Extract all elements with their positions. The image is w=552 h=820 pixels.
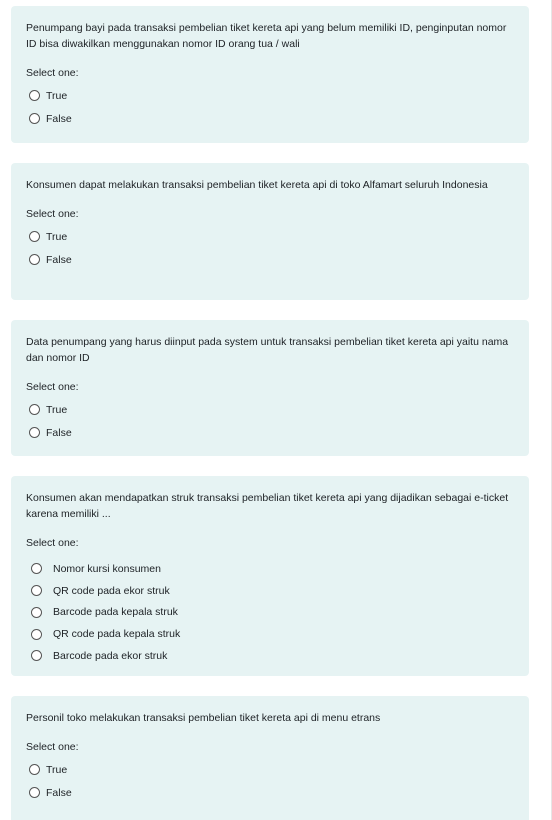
radio-button-icon[interactable] [31, 563, 42, 574]
option-e[interactable] [31, 645, 514, 667]
question-text: Konsumen akan mendapatkan struk transaksi pembelian tiket kereta api yang dijadikan sebagai e-ticket karena memiliki ... [26, 492, 509, 520]
answer-options [26, 758, 514, 804]
answer-options [26, 398, 514, 444]
answer-options [26, 558, 514, 667]
select-one-label: Select one: [26, 381, 79, 393]
option-label: Barcode pada kepala struk [53, 606, 178, 619]
option-label: False [46, 112, 72, 125]
select-one-label: Select one: [26, 537, 79, 549]
option-label: True [46, 763, 68, 776]
option-d[interactable] [31, 623, 514, 645]
radio-button-icon[interactable] [31, 650, 42, 661]
option-false[interactable] [29, 248, 514, 271]
radio-button-icon[interactable] [29, 254, 40, 265]
option-label: True [46, 403, 68, 416]
radio-button-icon[interactable] [29, 404, 40, 415]
radio-button-icon[interactable] [29, 787, 40, 798]
question-card-3 [11, 320, 529, 456]
option-label: Nomor kursi konsumen [53, 562, 161, 575]
question-card-4 [11, 476, 529, 676]
option-label: True [46, 89, 68, 102]
radio-button-icon[interactable] [31, 585, 42, 596]
option-label: True [46, 230, 68, 243]
option-false[interactable] [29, 781, 514, 804]
option-true[interactable] [29, 398, 514, 421]
select-one-label: Select one: [26, 67, 79, 79]
answer-options [26, 84, 514, 130]
radio-button-icon[interactable] [29, 427, 40, 438]
option-false[interactable] [29, 107, 514, 130]
radio-button-icon[interactable] [31, 629, 42, 640]
option-label: False [46, 253, 72, 266]
question-text: Penumpang bayi pada transaksi pembelian tiket kereta api yang belum memiliki ID, penginputan nomor ID bisa diwakilkan menggunakan nomor ID orang tua / wali [26, 22, 507, 50]
option-label: QR code pada kepala struk [53, 628, 181, 641]
option-label: Barcode pada ekor struk [53, 649, 168, 662]
option-label: QR code pada ekor struk [53, 584, 170, 597]
radio-button-icon[interactable] [31, 607, 42, 618]
option-true[interactable] [29, 225, 514, 248]
question-card-5 [11, 696, 529, 820]
option-label: False [46, 786, 72, 799]
option-true[interactable] [29, 758, 514, 781]
option-label: False [46, 426, 72, 439]
option-c[interactable] [31, 602, 514, 624]
radio-button-icon[interactable] [29, 764, 40, 775]
question-text: Data penumpang yang harus diinput pada system untuk transaksi pembelian tiket kereta api yaitu nama dan nomor ID [26, 336, 509, 364]
select-one-label: Select one: [26, 208, 79, 220]
question-text: Personil toko melakukan transaksi pembelian tiket kereta api di menu etrans [26, 712, 381, 724]
answer-options [26, 225, 514, 271]
radio-button-icon[interactable] [29, 113, 40, 124]
option-a[interactable] [31, 558, 514, 580]
option-false[interactable] [29, 421, 514, 444]
question-card-2 [11, 163, 529, 300]
question-text: Konsumen dapat melakukan transaksi pembelian tiket kereta api di toko Alfamart seluruh Indonesia [26, 179, 488, 191]
radio-button-icon[interactable] [29, 90, 40, 101]
option-true[interactable] [29, 84, 514, 107]
option-b[interactable] [31, 580, 514, 602]
radio-button-icon[interactable] [29, 231, 40, 242]
question-card-1 [11, 6, 529, 143]
select-one-label: Select one: [26, 741, 79, 753]
